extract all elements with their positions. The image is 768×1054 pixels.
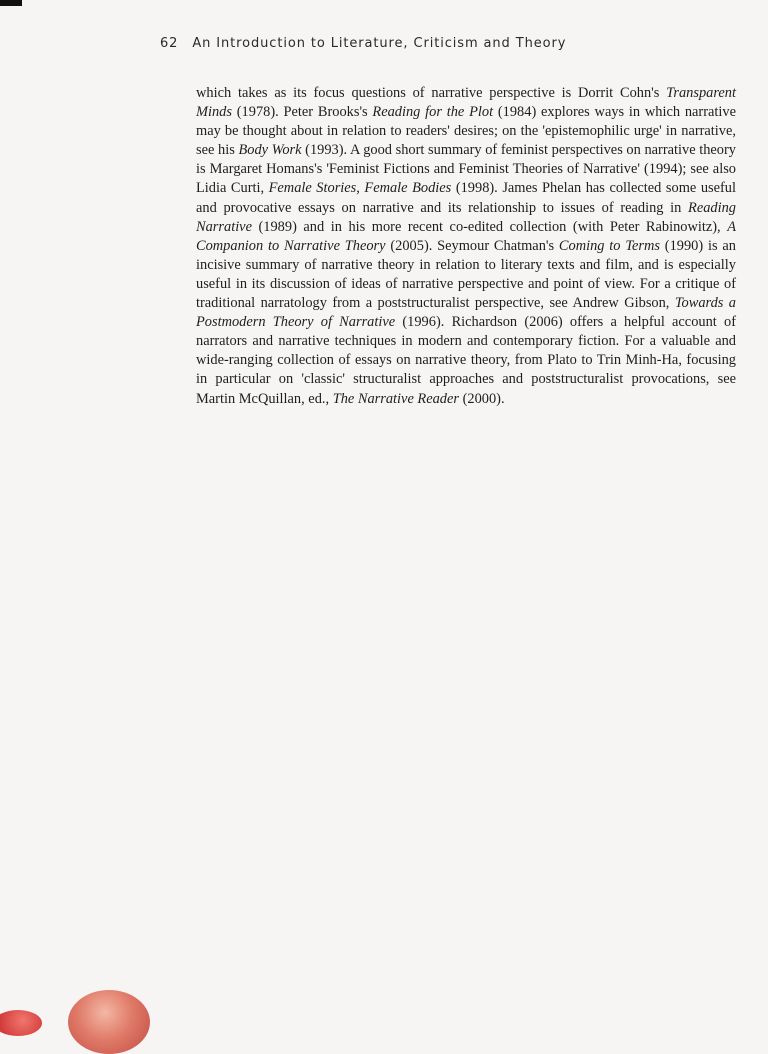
body-paragraph <box>196 84 736 409</box>
text-run: (2000). <box>459 390 505 407</box>
text-run: (2005). Seymour Chatman's <box>385 237 559 254</box>
running-head <box>160 36 566 51</box>
book-title-female-stories: Female Stories, Female Bodies <box>268 180 452 197</box>
book-title-companion-narrative-theory: A Companion to Narrative Theory <box>196 218 736 254</box>
text-run: (1990) is an incisive summary of narrative theory in relation to literary texts and film, and is especially useful in its discussion of ideas of narrative perspective and point of view. For a critique of traditional narratology from a poststructuralist perspective, see Andrew Gibson, <box>196 237 736 312</box>
book-title-body-work: Body Work <box>238 142 302 159</box>
text-run: which takes as its focus questions of narrative perspective is Dorrit Cohn's <box>196 85 667 101</box>
page-edge-shadow <box>0 0 22 6</box>
fingertip-edge <box>0 1010 42 1036</box>
book-title-transparent-minds: Transparent Minds <box>196 85 736 121</box>
text-run: (1996). Richardson (2006) offers a helpful account of narrators and narrative techniques in modern and contemporary fiction. For a valuable and wide-ranging collection of essays on narrative theory, from Plato to Trin Minh-Ha, focusing in particular on 'classic' structuralist approaches and poststructuralist provocations, see Martin McQuillan, ed., <box>196 314 736 407</box>
book-title-reading-narrative: Reading Narrative <box>196 199 736 235</box>
book-title-coming-to-terms: Coming to Terms <box>558 237 660 254</box>
book-title-narrative-reader: The Narrative Reader <box>332 390 459 407</box>
text-run: (1998). James Phelan has collected some useful and provocative essays on narrative and its relationship to issues of reading in <box>196 180 736 216</box>
text-run: (1984) explores ways in which narrative may be thought about in relation to readers' desires; on the 'epistemophilic urge' in narrative, see his <box>196 104 736 159</box>
fingertip <box>68 990 150 1054</box>
page-number: 62 <box>160 36 179 51</box>
book-title-reading-for-the-plot: Reading for the Plot <box>372 104 494 121</box>
book-title-postmodern-theory-of-narrative: Towards a Postmodern Theory of Narrative <box>196 295 736 331</box>
text-run: (1989) and in his more recent co-edited collection (with Peter Rabinowitz), <box>251 218 728 235</box>
text-run: (1978). Peter Brooks's <box>231 104 373 121</box>
running-title: An Introduction to Literature, Criticism and Theory <box>192 36 567 51</box>
text-run: (1993). A good short summary of feminist perspectives on narrative theory is Margaret Homans's 'Feminist Fictions and Feminist Theories of Narrative' (1994); see also Lidia Curti, <box>196 142 736 197</box>
